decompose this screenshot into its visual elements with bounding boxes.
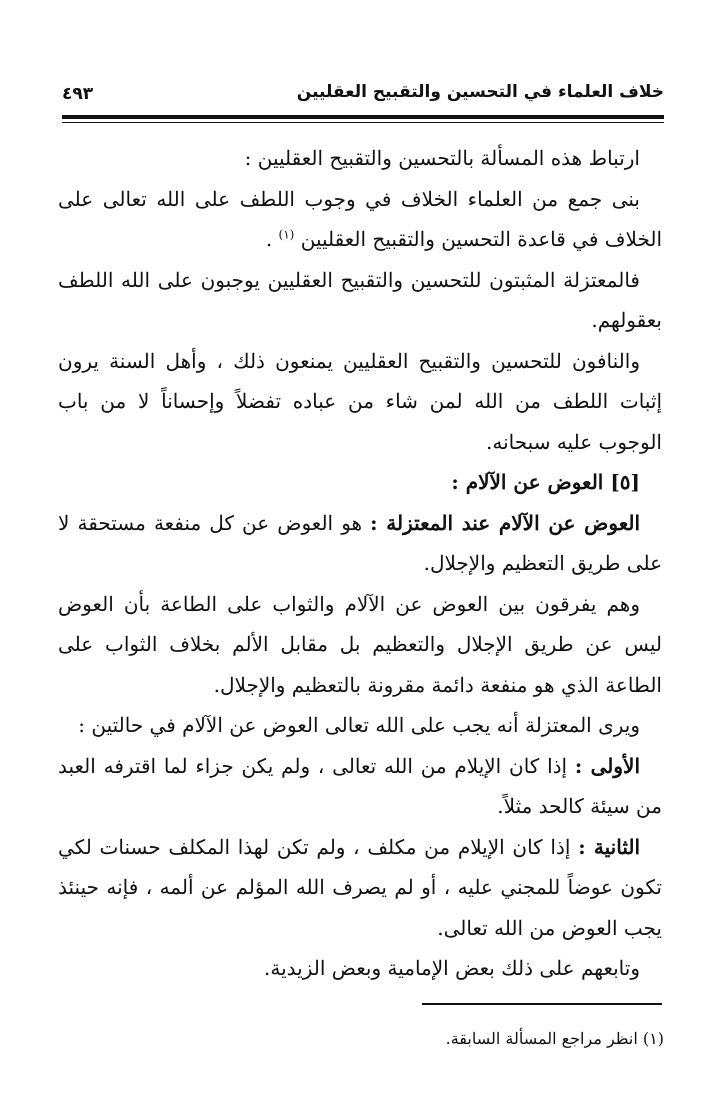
paragraph-text: وهم يفرقون بين العوض عن الآلام والثواب على الطاعة بأن العوض ليس عن طريق الإجلال والتعظيم بل مقابل الألم بخلاف الثواب على الطاعة الذي هو منفعة دائمة مقرونة بالتعظيم والإجلال. — [58, 591, 662, 697]
paragraph-text: هو العوض عن كل منفعة مستحقة لا على طريق التعظيم والإجلال. — [58, 510, 662, 575]
paragraph-subheading — [58, 138, 662, 179]
paragraph-text: بنى جمع من العلماء الخلاف في وجوب اللطف على الله تعالى على الخلاف في قاعدة التحسين والتقبيح العقليين — [58, 186, 662, 251]
footnote-reference: (١) — [278, 227, 295, 242]
paragraph — [58, 341, 662, 463]
paragraph-text: ويرى المعتزلة أنه يجب على الله تعالى العوض عن الآلام في حالتين : — [78, 713, 640, 737]
paragraph — [58, 705, 662, 746]
running-title: خلاف العلماء في التحسين والتقبيح العقليين — [296, 82, 664, 102]
section-heading-text: [٥] العوض عن الآلام : — [451, 470, 640, 494]
subheading-link-to-reason: ارتباط هذه المسألة بالتحسين والتقبيح العقليين : — [244, 146, 640, 170]
definition-lead: العوض عن الآلام عند المعتزلة : — [370, 510, 640, 535]
paragraph-text: فالمعتزلة المثبتون للتحسين والتقبيح العقليين يوجبون على الله اللطف بعقولهم. — [58, 267, 662, 332]
page-number: ٤٩٣ — [62, 84, 94, 104]
paragraph — [58, 948, 662, 989]
case-lead-second: الثانية : — [578, 834, 641, 859]
paragraph-text: إذا كان الإيلام من مكلف ، ولم تكن لهذا المكلف حسنات لكي تكون عوضاً للمجني عليه ، أو لم يصرف الله المؤلم عن ألمه ، فإنه حينئذ يجب العوض من الله تعالى. — [58, 834, 662, 940]
main-text — [58, 138, 662, 989]
paragraph — [58, 503, 662, 584]
section-heading — [58, 462, 662, 503]
paragraph — [58, 584, 662, 706]
header-rule-thin — [62, 122, 664, 123]
paragraph-text: والنافون للتحسين والتقبيح العقليين يمنعون ذلك ، وأهل السنة يرون إثبات اللطف من الله لمن شاء من عباده تفضلاً وإحساناً لا من باب الوجوب عليه سبحانه. — [58, 348, 662, 454]
footnote: (١) انظر مراجع المسألة السابقة. — [445, 1029, 664, 1048]
paragraph-text: إذا كان الإيلام من الله تعالى ، ولم يكن جزاء لما اقترفه العبد من سيئة كالحد مثلاً. — [58, 753, 662, 818]
header-rule-thick — [62, 115, 664, 119]
paragraph — [58, 260, 662, 341]
paragraph — [58, 746, 662, 827]
paragraph — [58, 179, 662, 260]
paragraph — [58, 827, 662, 949]
page-header — [62, 78, 664, 114]
paragraph-text: وتابعهم على ذلك بعض الإمامية وبعض الزيدية. — [263, 956, 640, 980]
paragraph-text-end: . — [265, 227, 279, 251]
case-lead-first: الأولى : — [574, 753, 640, 778]
footnote-separator — [422, 1003, 662, 1005]
